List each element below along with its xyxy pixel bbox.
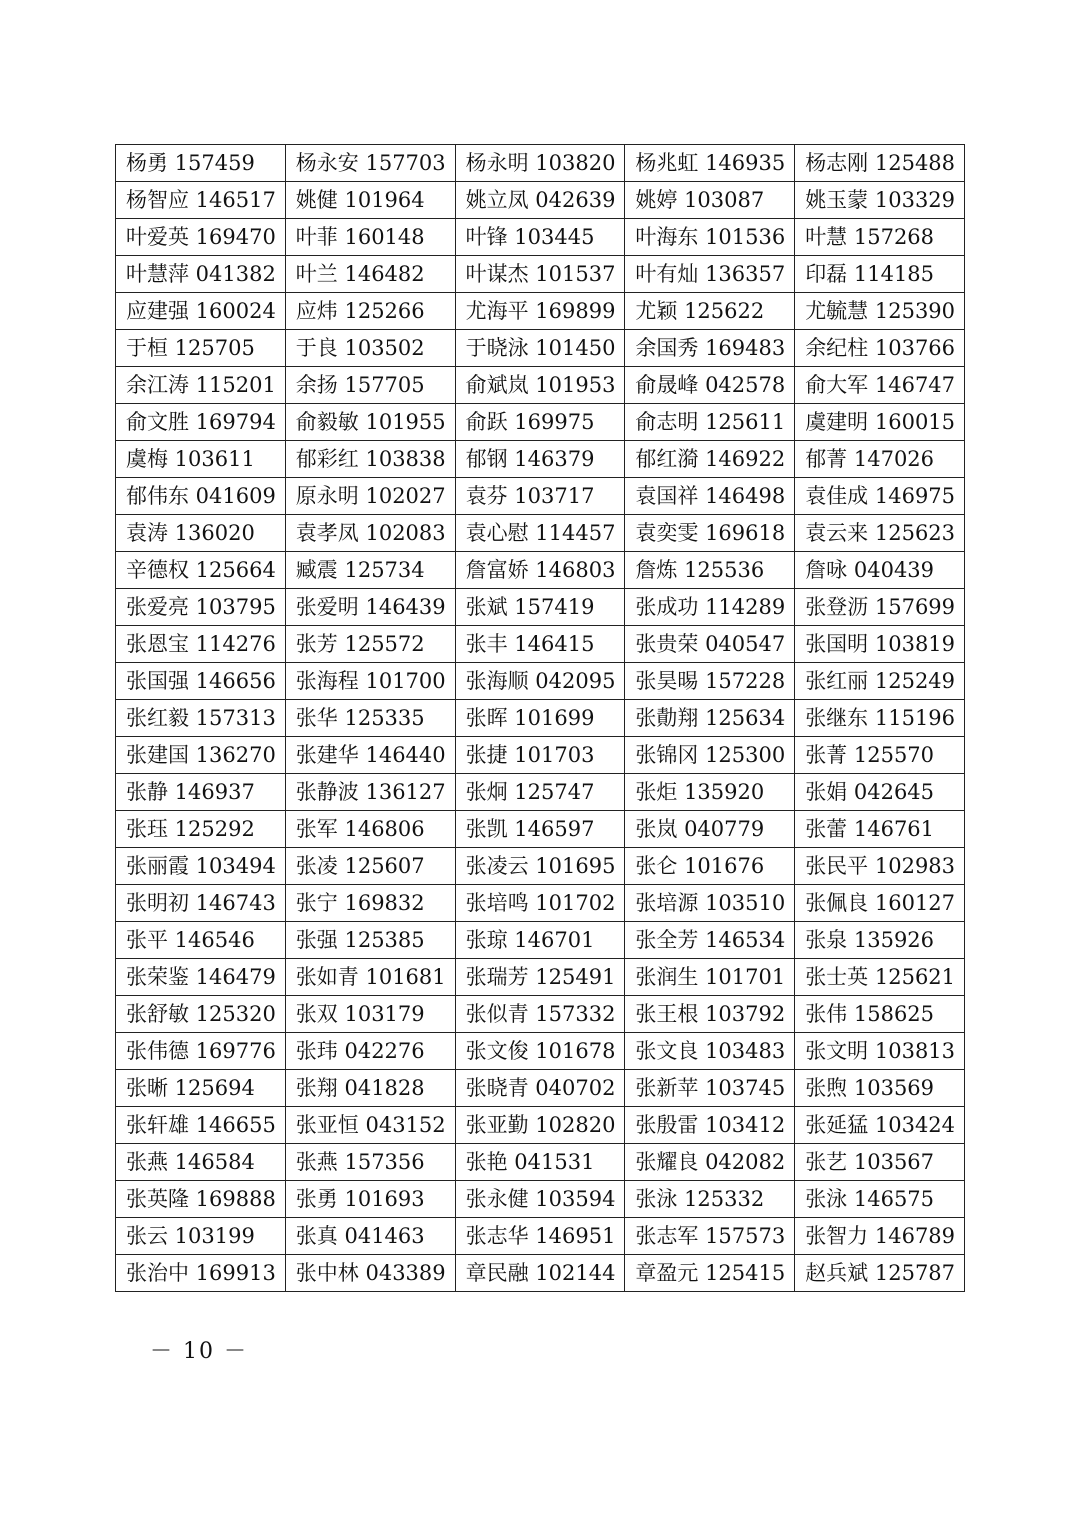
table-row xyxy=(116,811,965,848)
table-cell: 袁佳成 146975 xyxy=(795,478,965,515)
table-cell: 张凌 125607 xyxy=(285,848,455,885)
table-cell: 张宁 169832 xyxy=(285,885,455,922)
table-cell: 张爱亮 103795 xyxy=(116,589,286,626)
table-row xyxy=(116,515,965,552)
table-cell: 张珏 125292 xyxy=(116,811,286,848)
table-cell: 姚健 101964 xyxy=(285,182,455,219)
table-cell: 姚婷 103087 xyxy=(625,182,795,219)
table-row xyxy=(116,922,965,959)
table-row xyxy=(116,700,965,737)
table-row xyxy=(116,737,965,774)
page-number: － 10 － xyxy=(150,1339,248,1364)
table-row xyxy=(116,367,965,404)
table-cell: 张红丽 125249 xyxy=(795,663,965,700)
table-cell: 叶海东 101536 xyxy=(625,219,795,256)
table-cell: 俞晟峰 042578 xyxy=(625,367,795,404)
table-cell: 袁芬 103717 xyxy=(455,478,625,515)
table-cell: 张智力 146789 xyxy=(795,1218,965,1255)
table-cell: 姚玉蒙 103329 xyxy=(795,182,965,219)
table-cell: 张士英 125621 xyxy=(795,959,965,996)
table-cell: 张延猛 103424 xyxy=(795,1107,965,1144)
table-cell: 叶谋杰 101537 xyxy=(455,256,625,293)
table-cell: 张似青 157332 xyxy=(455,996,625,1033)
table-cell: 余江涛 115201 xyxy=(116,367,286,404)
table-cell: 张瑞芳 125491 xyxy=(455,959,625,996)
table-row xyxy=(116,145,965,182)
table-cell: 俞斌岚 101953 xyxy=(455,367,625,404)
table-cell: 张丰 146415 xyxy=(455,626,625,663)
table-cell: 应建强 160024 xyxy=(116,293,286,330)
table-row xyxy=(116,1255,965,1292)
table-cell: 辛德权 125664 xyxy=(116,552,286,589)
table-cell: 张如青 101681 xyxy=(285,959,455,996)
table-cell: 张舒敏 125320 xyxy=(116,996,286,1033)
table-cell: 俞文胜 169794 xyxy=(116,404,286,441)
table-row xyxy=(116,256,965,293)
table-cell: 原永明 102027 xyxy=(285,478,455,515)
table-cell: 袁孝凤 102083 xyxy=(285,515,455,552)
table-cell: 张燕 146584 xyxy=(116,1144,286,1181)
table-cell: 俞跃 169975 xyxy=(455,404,625,441)
table-cell: 张强 125385 xyxy=(285,922,455,959)
table-cell: 张亚恒 043152 xyxy=(285,1107,455,1144)
table-row xyxy=(116,219,965,256)
table-cell: 张耀良 042082 xyxy=(625,1144,795,1181)
table-cell: 张双 103179 xyxy=(285,996,455,1033)
table-row xyxy=(116,959,965,996)
table-cell: 张凌云 101695 xyxy=(455,848,625,885)
table-cell: 张仑 101676 xyxy=(625,848,795,885)
table-cell: 郁红漪 146922 xyxy=(625,441,795,478)
table-cell: 张永健 103594 xyxy=(455,1181,625,1218)
table-cell: 张亚勤 102820 xyxy=(455,1107,625,1144)
table-cell: 张伟德 169776 xyxy=(116,1033,286,1070)
table-cell: 袁国祥 146498 xyxy=(625,478,795,515)
table-cell: 张平 146546 xyxy=(116,922,286,959)
table-cell: 张伟 158625 xyxy=(795,996,965,1033)
table-cell: 叶锋 103445 xyxy=(455,219,625,256)
table-cell: 张丽霞 103494 xyxy=(116,848,286,885)
table-cell: 章盈元 125415 xyxy=(625,1255,795,1292)
table-cell: 张芳 125572 xyxy=(285,626,455,663)
table-cell: 俞大军 146747 xyxy=(795,367,965,404)
table-row xyxy=(116,1070,965,1107)
table-cell: 张建国 136270 xyxy=(116,737,286,774)
table-cell: 余国秀 169483 xyxy=(625,330,795,367)
table-cell: 张静 146937 xyxy=(116,774,286,811)
table-cell: 虞梅 103611 xyxy=(116,441,286,478)
table-row xyxy=(116,663,965,700)
table-cell: 杨兆虹 146935 xyxy=(625,145,795,182)
table-cell: 张晖 101699 xyxy=(455,700,625,737)
table-cell: 张玮 042276 xyxy=(285,1033,455,1070)
table-row xyxy=(116,1181,965,1218)
table-cell: 张锦冈 125300 xyxy=(625,737,795,774)
table-cell: 张润生 101701 xyxy=(625,959,795,996)
table-cell: 张菁 125570 xyxy=(795,737,965,774)
table-cell: 虞建明 160015 xyxy=(795,404,965,441)
table-cell: 张炬 135920 xyxy=(625,774,795,811)
table-row xyxy=(116,441,965,478)
table-cell: 张静波 136127 xyxy=(285,774,455,811)
table-cell: 叶菲 160148 xyxy=(285,219,455,256)
table-cell: 张艳 041531 xyxy=(455,1144,625,1181)
table-cell: 应炜 125266 xyxy=(285,293,455,330)
table-cell: 张艺 103567 xyxy=(795,1144,965,1181)
table-cell: 詹炼 125536 xyxy=(625,552,795,589)
table-cell: 张王根 103792 xyxy=(625,996,795,1033)
table-cell: 张泳 146575 xyxy=(795,1181,965,1218)
table-cell: 郁彩红 103838 xyxy=(285,441,455,478)
table-cell: 尤毓慧 125390 xyxy=(795,293,965,330)
table-cell: 张殷雷 103412 xyxy=(625,1107,795,1144)
table-cell: 于桓 125705 xyxy=(116,330,286,367)
table-cell: 袁心慰 114457 xyxy=(455,515,625,552)
table-row xyxy=(116,330,965,367)
table-cell: 印磊 114185 xyxy=(795,256,965,293)
table-cell: 张华 125335 xyxy=(285,700,455,737)
table-cell: 张泳 125332 xyxy=(625,1181,795,1218)
table-cell: 赵兵斌 125787 xyxy=(795,1255,965,1292)
table-cell: 张中林 043389 xyxy=(285,1255,455,1292)
table-row xyxy=(116,626,965,663)
table-cell: 张勣翔 125634 xyxy=(625,700,795,737)
table-cell: 张志华 146951 xyxy=(455,1218,625,1255)
table-cell: 张新苹 103745 xyxy=(625,1070,795,1107)
table-cell: 张煦 103569 xyxy=(795,1070,965,1107)
table-row xyxy=(116,1107,965,1144)
table-row xyxy=(116,1033,965,1070)
table-cell: 张翔 041828 xyxy=(285,1070,455,1107)
table-cell: 郁伟东 041609 xyxy=(116,478,286,515)
table-cell: 张培鸣 101702 xyxy=(455,885,625,922)
table-cell: 张晰 125694 xyxy=(116,1070,286,1107)
table-cell: 叶爱英 169470 xyxy=(116,219,286,256)
table-cell: 郁钢 146379 xyxy=(455,441,625,478)
table-cell: 叶有灿 136357 xyxy=(625,256,795,293)
table-cell: 张英隆 169888 xyxy=(116,1181,286,1218)
table-cell: 张燕 157356 xyxy=(285,1144,455,1181)
table-cell: 张云 103199 xyxy=(116,1218,286,1255)
table-cell: 张蕾 146761 xyxy=(795,811,965,848)
table-cell: 俞毅敏 101955 xyxy=(285,404,455,441)
table-cell: 张民平 102983 xyxy=(795,848,965,885)
table-cell: 张爱明 146439 xyxy=(285,589,455,626)
table-cell: 章民融 102144 xyxy=(455,1255,625,1292)
table-cell: 尤海平 169899 xyxy=(455,293,625,330)
table-cell: 张全芳 146534 xyxy=(625,922,795,959)
table-row xyxy=(116,552,965,589)
table-row xyxy=(116,589,965,626)
table-cell: 袁奕雯 169618 xyxy=(625,515,795,552)
table-cell: 姚立凤 042639 xyxy=(455,182,625,219)
table-cell: 叶兰 146482 xyxy=(285,256,455,293)
table-cell: 杨志刚 125488 xyxy=(795,145,965,182)
table-cell: 于良 103502 xyxy=(285,330,455,367)
table-cell: 张成功 114289 xyxy=(625,589,795,626)
table-cell: 于晓泳 101450 xyxy=(455,330,625,367)
table-cell: 袁涛 136020 xyxy=(116,515,286,552)
table-cell: 叶慧萍 041382 xyxy=(116,256,286,293)
table-cell: 张晓青 040702 xyxy=(455,1070,625,1107)
table-row xyxy=(116,1218,965,1255)
table-cell: 张岚 040779 xyxy=(625,811,795,848)
table-cell: 张军 146806 xyxy=(285,811,455,848)
table-cell: 张泉 135926 xyxy=(795,922,965,959)
table-cell: 张琼 146701 xyxy=(455,922,625,959)
table-row xyxy=(116,848,965,885)
table-cell: 俞志明 125611 xyxy=(625,404,795,441)
table-cell: 叶慧 157268 xyxy=(795,219,965,256)
table-cell: 张恩宝 114276 xyxy=(116,626,286,663)
table-cell: 张治中 169913 xyxy=(116,1255,286,1292)
table-cell: 杨智应 146517 xyxy=(116,182,286,219)
table-cell: 杨永明 103820 xyxy=(455,145,625,182)
table-cell: 詹富娇 146803 xyxy=(455,552,625,589)
table-row xyxy=(116,885,965,922)
table-cell: 张海顺 042095 xyxy=(455,663,625,700)
table-cell: 张轩雄 146655 xyxy=(116,1107,286,1144)
table-cell: 余纪柱 103766 xyxy=(795,330,965,367)
roster-body xyxy=(116,145,965,1292)
table-cell: 张国明 103819 xyxy=(795,626,965,663)
table-cell: 张文良 103483 xyxy=(625,1033,795,1070)
table-cell: 张捷 101703 xyxy=(455,737,625,774)
table-cell: 张娟 042645 xyxy=(795,774,965,811)
table-row xyxy=(116,1144,965,1181)
table-cell: 张勇 101693 xyxy=(285,1181,455,1218)
table-cell: 张国强 146656 xyxy=(116,663,286,700)
table-cell: 詹咏 040439 xyxy=(795,552,965,589)
table-cell: 余扬 157705 xyxy=(285,367,455,404)
table-row xyxy=(116,182,965,219)
table-cell: 袁云来 125623 xyxy=(795,515,965,552)
table-cell: 臧震 125734 xyxy=(285,552,455,589)
table-row xyxy=(116,478,965,515)
table-row xyxy=(116,404,965,441)
table-cell: 张斌 157419 xyxy=(455,589,625,626)
table-cell: 尤颖 125622 xyxy=(625,293,795,330)
table-row xyxy=(116,996,965,1033)
table-cell: 张培源 103510 xyxy=(625,885,795,922)
table-row xyxy=(116,774,965,811)
table-cell: 张明初 146743 xyxy=(116,885,286,922)
name-roster-table xyxy=(115,144,965,1292)
table-cell: 张凯 146597 xyxy=(455,811,625,848)
table-cell: 杨勇 157459 xyxy=(116,145,286,182)
table-cell: 张继东 115196 xyxy=(795,700,965,737)
table-cell: 张建华 146440 xyxy=(285,737,455,774)
table-cell: 张文明 103813 xyxy=(795,1033,965,1070)
table-cell: 张贵荣 040547 xyxy=(625,626,795,663)
table-cell: 张佩良 160127 xyxy=(795,885,965,922)
table-row xyxy=(116,293,965,330)
table-cell: 张海程 101700 xyxy=(285,663,455,700)
table-cell: 郁菁 147026 xyxy=(795,441,965,478)
table-cell: 张志军 157573 xyxy=(625,1218,795,1255)
table-cell: 张登沥 157699 xyxy=(795,589,965,626)
table-cell: 杨永安 157703 xyxy=(285,145,455,182)
table-cell: 张荣鉴 146479 xyxy=(116,959,286,996)
table-cell: 张文俊 101678 xyxy=(455,1033,625,1070)
table-cell: 张昊晹 157228 xyxy=(625,663,795,700)
table-cell: 张炯 125747 xyxy=(455,774,625,811)
table-cell: 张真 041463 xyxy=(285,1218,455,1255)
table-cell: 张红毅 157313 xyxy=(116,700,286,737)
